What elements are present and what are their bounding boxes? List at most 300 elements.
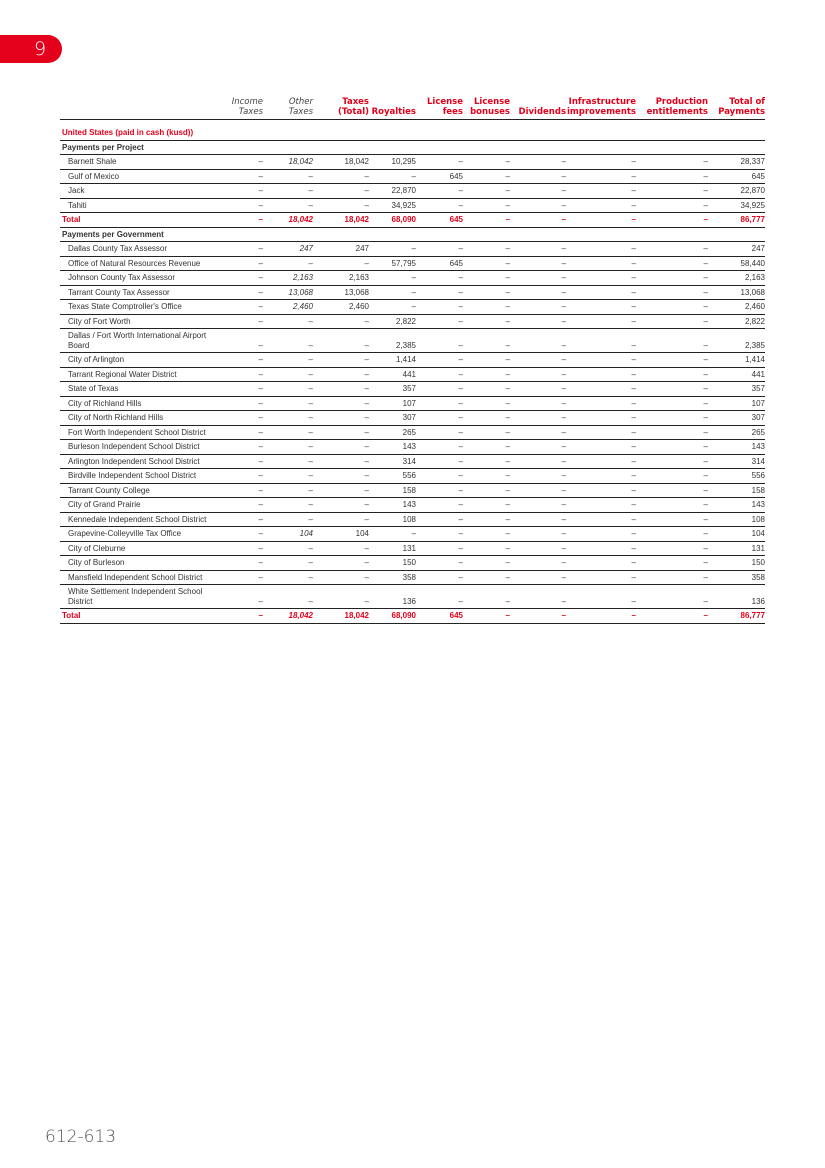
cell: –	[566, 541, 636, 556]
row-label: City of Grand Prairie	[60, 498, 208, 513]
cell: –	[566, 213, 636, 228]
cell: –	[263, 585, 313, 609]
cell: –	[510, 169, 566, 184]
cell: –	[636, 300, 708, 315]
cell: –	[416, 155, 463, 170]
cell: –	[636, 242, 708, 257]
row-label: Grapevine-Colleyville Tax Office	[60, 527, 208, 542]
cell: –	[313, 367, 369, 382]
cell: –	[313, 541, 369, 556]
cell: –	[208, 242, 263, 257]
table-row	[60, 300, 765, 315]
cell: –	[263, 396, 313, 411]
total-row	[60, 609, 765, 624]
cell: –	[510, 213, 566, 228]
col-license-bonuses: License bonuses	[463, 97, 510, 120]
table-row	[60, 454, 765, 469]
section-title-row	[60, 120, 765, 141]
cell: 18,042	[313, 609, 369, 624]
cell: –	[208, 285, 263, 300]
row-label: Texas State Comptroller's Office	[60, 300, 208, 315]
cell: –	[636, 329, 708, 353]
total-label: Total	[60, 609, 208, 624]
cell: –	[208, 483, 263, 498]
cell: 131	[369, 541, 416, 556]
table-row	[60, 411, 765, 426]
cell: –	[636, 570, 708, 585]
table-row	[60, 353, 765, 368]
cell: 247	[708, 242, 765, 257]
cell: –	[510, 367, 566, 382]
cell: 358	[369, 570, 416, 585]
cell: –	[463, 411, 510, 426]
cell: –	[510, 314, 566, 329]
row-label: City of North Richland Hills	[60, 411, 208, 426]
cell: –	[636, 469, 708, 484]
cell: –	[416, 483, 463, 498]
cell: –	[263, 541, 313, 556]
cell: –	[416, 469, 463, 484]
cell: –	[208, 329, 263, 353]
cell: 104	[708, 527, 765, 542]
cell: –	[636, 271, 708, 286]
cell: –	[566, 184, 636, 199]
cell: –	[463, 198, 510, 213]
cell: –	[463, 271, 510, 286]
cell: –	[416, 541, 463, 556]
cell: –	[416, 271, 463, 286]
cell: –	[208, 213, 263, 228]
cell: –	[416, 498, 463, 513]
cell: 136	[708, 585, 765, 609]
project-group-row	[60, 140, 765, 155]
cell: –	[463, 556, 510, 571]
cell: 150	[369, 556, 416, 571]
row-label: Johnson County Tax Assessor	[60, 271, 208, 286]
cell: –	[636, 411, 708, 426]
cell: –	[566, 242, 636, 257]
table-row	[60, 242, 765, 257]
cell: –	[636, 585, 708, 609]
cell: –	[566, 469, 636, 484]
row-label: Tarrant County College	[60, 483, 208, 498]
col-dividends: Dividends	[510, 97, 566, 120]
cell: –	[510, 184, 566, 199]
cell: –	[313, 512, 369, 527]
cell: 158	[369, 483, 416, 498]
cell: –	[566, 396, 636, 411]
cell: –	[416, 570, 463, 585]
cell: 645	[708, 169, 765, 184]
cell: –	[263, 411, 313, 426]
cell: –	[208, 469, 263, 484]
cell: –	[416, 353, 463, 368]
cell: –	[208, 440, 263, 455]
cell: –	[416, 454, 463, 469]
cell: –	[566, 314, 636, 329]
cell: –	[566, 367, 636, 382]
table-row	[60, 198, 765, 213]
cell: –	[313, 585, 369, 609]
cell: 68,090	[369, 213, 416, 228]
cell: –	[263, 169, 313, 184]
cell: –	[566, 425, 636, 440]
cell: –	[510, 483, 566, 498]
row-label: City of Cleburne	[60, 541, 208, 556]
cell: –	[636, 498, 708, 513]
cell: –	[416, 585, 463, 609]
table-header-row	[60, 97, 765, 120]
row-label: Office of Natural Resources Revenue	[60, 256, 208, 271]
cell: –	[636, 382, 708, 397]
table-body	[60, 120, 765, 624]
cell: –	[416, 329, 463, 353]
cell: 143	[369, 440, 416, 455]
cell: 2,460	[263, 300, 313, 315]
total-label: Total	[60, 213, 208, 228]
cell: –	[510, 585, 566, 609]
cell: –	[263, 483, 313, 498]
cell: –	[510, 527, 566, 542]
cell: 2,163	[313, 271, 369, 286]
cell: –	[463, 314, 510, 329]
cell: 143	[708, 498, 765, 513]
cell: –	[566, 498, 636, 513]
row-label: Arlington Independent School District	[60, 454, 208, 469]
cell: –	[463, 169, 510, 184]
cell: –	[416, 512, 463, 527]
cell: –	[636, 541, 708, 556]
cell: –	[416, 198, 463, 213]
cell: –	[566, 271, 636, 286]
table-row	[60, 541, 765, 556]
cell: –	[636, 512, 708, 527]
cell: –	[416, 440, 463, 455]
cell: 104	[313, 527, 369, 542]
cell: –	[636, 169, 708, 184]
cell: 150	[708, 556, 765, 571]
table-row	[60, 271, 765, 286]
col-production-entitlements: Production entitlements	[636, 97, 708, 120]
row-label: Dallas / Fort Worth International Airport Board	[60, 329, 208, 353]
row-label: Fort Worth Independent School District	[60, 425, 208, 440]
cell: –	[566, 483, 636, 498]
cell: 247	[263, 242, 313, 257]
cell: –	[636, 609, 708, 624]
page-range: 612-613	[45, 1127, 117, 1147]
cell: –	[416, 314, 463, 329]
cell: –	[463, 382, 510, 397]
cell: –	[636, 483, 708, 498]
cell: 247	[313, 242, 369, 257]
cell: 1,414	[708, 353, 765, 368]
cell: –	[208, 585, 263, 609]
cell: –	[566, 556, 636, 571]
cell: –	[463, 353, 510, 368]
cell: –	[313, 184, 369, 199]
government-group-row	[60, 227, 765, 242]
cell: –	[566, 353, 636, 368]
table-row	[60, 367, 765, 382]
cell: –	[510, 329, 566, 353]
cell: –	[416, 425, 463, 440]
cell: –	[510, 271, 566, 286]
cell: –	[510, 256, 566, 271]
cell: –	[510, 440, 566, 455]
cell: 136	[369, 585, 416, 609]
header-blank	[60, 97, 208, 120]
cell: 265	[708, 425, 765, 440]
cell: –	[636, 367, 708, 382]
cell: –	[636, 213, 708, 228]
cell: 2,822	[708, 314, 765, 329]
cell: 314	[369, 454, 416, 469]
cell: –	[208, 556, 263, 571]
cell: 645	[416, 169, 463, 184]
table-row	[60, 570, 765, 585]
cell: –	[369, 169, 416, 184]
table-row	[60, 329, 765, 353]
cell: –	[510, 556, 566, 571]
row-label: City of Arlington	[60, 353, 208, 368]
cell: –	[510, 425, 566, 440]
cell: –	[416, 242, 463, 257]
cell: –	[313, 329, 369, 353]
cell: 131	[708, 541, 765, 556]
cell: 556	[369, 469, 416, 484]
cell: 58,440	[708, 256, 765, 271]
cell: –	[463, 242, 510, 257]
cell: –	[369, 285, 416, 300]
cell: 158	[708, 483, 765, 498]
cell: –	[566, 527, 636, 542]
col-infrastructure-improvements: Infrastructure improvements	[566, 97, 636, 120]
cell: –	[463, 285, 510, 300]
cell: 86,777	[708, 609, 765, 624]
cell: –	[566, 256, 636, 271]
cell: 2,460	[708, 300, 765, 315]
row-label: State of Texas	[60, 382, 208, 397]
cell: –	[416, 184, 463, 199]
cell: 18,042	[263, 155, 313, 170]
cell: –	[463, 512, 510, 527]
cell: 307	[708, 411, 765, 426]
cell: –	[636, 425, 708, 440]
cell: –	[566, 454, 636, 469]
cell: –	[313, 469, 369, 484]
col-other-taxes: Other Taxes	[263, 97, 313, 120]
cell: –	[463, 498, 510, 513]
cell: 358	[708, 570, 765, 585]
cell: –	[566, 609, 636, 624]
table-row	[60, 483, 765, 498]
cell: 18,042	[313, 155, 369, 170]
cell: –	[566, 285, 636, 300]
cell: –	[416, 556, 463, 571]
cell: –	[636, 314, 708, 329]
cell: 2,385	[708, 329, 765, 353]
cell: 2,822	[369, 314, 416, 329]
col-income-taxes: Income Taxes	[208, 97, 263, 120]
cell: 645	[416, 256, 463, 271]
table-row	[60, 396, 765, 411]
row-label: Dallas County Tax Assessor	[60, 242, 208, 257]
cell: –	[510, 541, 566, 556]
cell: 441	[708, 367, 765, 382]
cell: –	[463, 155, 510, 170]
cell: 18,042	[313, 213, 369, 228]
cell: 13,068	[313, 285, 369, 300]
col-license-fees: License fees	[416, 97, 463, 120]
cell: –	[566, 411, 636, 426]
cell: 2,385	[369, 329, 416, 353]
cell: –	[636, 155, 708, 170]
cell: –	[463, 570, 510, 585]
cell: 357	[369, 382, 416, 397]
cell: 143	[708, 440, 765, 455]
cell: –	[636, 556, 708, 571]
cell: –	[636, 527, 708, 542]
cell: –	[416, 396, 463, 411]
cell: –	[636, 454, 708, 469]
cell: –	[510, 609, 566, 624]
cell: –	[463, 329, 510, 353]
row-label: City of Fort Worth	[60, 314, 208, 329]
cell: –	[208, 454, 263, 469]
cell: –	[313, 454, 369, 469]
cell: –	[208, 198, 263, 213]
cell: –	[636, 198, 708, 213]
cell: –	[313, 396, 369, 411]
cell: –	[510, 353, 566, 368]
cell: 1,414	[369, 353, 416, 368]
table-row	[60, 425, 765, 440]
cell: –	[463, 454, 510, 469]
cell: –	[416, 527, 463, 542]
table-row	[60, 169, 765, 184]
cell: –	[463, 213, 510, 228]
cell: –	[566, 570, 636, 585]
cell: –	[463, 609, 510, 624]
cell: –	[313, 256, 369, 271]
col-royalties: Royalties	[369, 97, 416, 120]
cell: –	[636, 285, 708, 300]
cell: 28,337	[708, 155, 765, 170]
cell: –	[313, 411, 369, 426]
cell: –	[313, 382, 369, 397]
cell: –	[463, 300, 510, 315]
cell: –	[313, 440, 369, 455]
cell: –	[510, 469, 566, 484]
cell: –	[208, 425, 263, 440]
cell: –	[566, 382, 636, 397]
cell: –	[463, 396, 510, 411]
cell: –	[566, 169, 636, 184]
cell: –	[263, 440, 313, 455]
cell: –	[463, 483, 510, 498]
cell: –	[369, 527, 416, 542]
cell: –	[510, 411, 566, 426]
table-row	[60, 585, 765, 609]
row-label: Birdville Independent School District	[60, 469, 208, 484]
cell: –	[263, 498, 313, 513]
cell: 307	[369, 411, 416, 426]
table-row	[60, 498, 765, 513]
cell: 2,163	[263, 271, 313, 286]
cell: –	[510, 512, 566, 527]
cell: 314	[708, 454, 765, 469]
table-row	[60, 469, 765, 484]
table-row	[60, 512, 765, 527]
cell: –	[510, 570, 566, 585]
row-label: Mansfield Independent School District	[60, 570, 208, 585]
row-label: City of Burleson	[60, 556, 208, 571]
cell: 108	[708, 512, 765, 527]
table-row	[60, 314, 765, 329]
cell: –	[208, 256, 263, 271]
cell: –	[208, 512, 263, 527]
cell: 34,925	[708, 198, 765, 213]
cell: –	[208, 300, 263, 315]
cell: 18,042	[263, 609, 313, 624]
cell: –	[263, 256, 313, 271]
cell: –	[636, 353, 708, 368]
cell: –	[566, 512, 636, 527]
cell: –	[263, 198, 313, 213]
cell: –	[208, 570, 263, 585]
total-row	[60, 213, 765, 228]
row-label: White Settlement Independent School District	[60, 585, 208, 609]
cell: 645	[416, 213, 463, 228]
cell: –	[313, 314, 369, 329]
government-group-title: Payments per Government	[60, 227, 765, 242]
cell: –	[208, 353, 263, 368]
cell: –	[263, 353, 313, 368]
cell: –	[369, 300, 416, 315]
cell: –	[208, 169, 263, 184]
cell: –	[208, 184, 263, 199]
cell: –	[510, 198, 566, 213]
cell: –	[566, 155, 636, 170]
cell: –	[463, 367, 510, 382]
cell: 2,460	[313, 300, 369, 315]
cell: –	[566, 329, 636, 353]
cell: –	[510, 300, 566, 315]
cell: –	[463, 469, 510, 484]
cell: –	[313, 169, 369, 184]
cell: –	[263, 329, 313, 353]
row-label: Barnett Shale	[60, 155, 208, 170]
table-row	[60, 256, 765, 271]
cell: –	[463, 440, 510, 455]
cell: –	[416, 300, 463, 315]
cell: –	[313, 498, 369, 513]
cell: –	[463, 527, 510, 542]
cell: –	[263, 184, 313, 199]
cell: –	[636, 184, 708, 199]
cell: –	[263, 314, 313, 329]
cell: 143	[369, 498, 416, 513]
cell: –	[208, 396, 263, 411]
cell: –	[313, 483, 369, 498]
table-row	[60, 556, 765, 571]
table-row	[60, 527, 765, 542]
cell: –	[416, 382, 463, 397]
cell: 556	[708, 469, 765, 484]
cell: 107	[369, 396, 416, 411]
row-label: Tarrant Regional Water District	[60, 367, 208, 382]
cell: 357	[708, 382, 765, 397]
